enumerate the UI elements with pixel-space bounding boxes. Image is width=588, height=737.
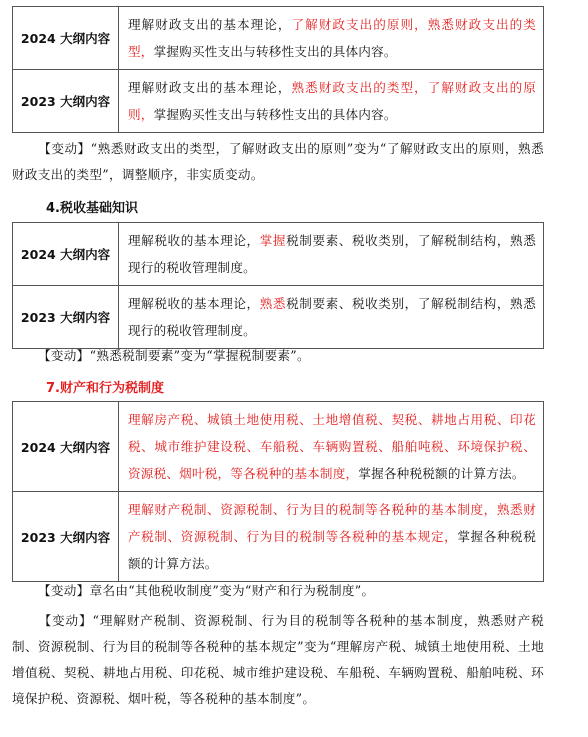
row-label: 2024 大纲内容 (13, 402, 119, 492)
section-heading: 7.财产和行为税制度 (46, 381, 164, 396)
change-note: 【变动】章名由“其他税收制度”变为“财产和行为税制度”。 (38, 583, 375, 598)
highlighted-text: 掌握 (259, 233, 287, 248)
table-row (13, 7, 544, 70)
table-row (13, 70, 544, 133)
table-row (13, 492, 544, 582)
content-text: 掌握购买性支出与转移性支出的具体内容。 (153, 44, 397, 59)
row-label: 2024 大纲内容 (13, 7, 119, 70)
row-content (119, 223, 544, 286)
content-text: 理解税收的基本理论， (128, 296, 260, 311)
change-note: 【变动】“熟悉财政支出的类型，了解财政支出的原则”变为“了解财政支出的原则，熟悉财政支出的类型”，调整顺序，非实质变动。 (12, 141, 544, 182)
content-text: 理解税收的基本理论， (128, 233, 260, 248)
content-text: 税制要素、税收类别，了解税制结构，熟悉现行的税收管理制度。 (128, 296, 536, 338)
content-text: 掌握各种税税额的计算方法。 (128, 529, 537, 571)
comparison-table-tax-basics (12, 222, 544, 349)
row-content (119, 286, 544, 349)
table-row (13, 402, 544, 492)
table-row (13, 286, 544, 349)
highlighted-text: 熟悉财政支出的类型，了解财政支出的原则， (128, 80, 536, 122)
comparison-table-fiscal-expenditure (12, 6, 544, 133)
highlighted-text: 理解房产税、城镇土地使用税、土地增值税、契税、耕地占用税、印花税、城市维护建设税、车船税、车辆购置税、船舶吨税、环境保护税、资源税、烟叶税，等各税种的基本制度， (128, 412, 536, 481)
row-content (119, 492, 544, 582)
content-text: 理解财政支出的基本理论， (128, 80, 292, 95)
row-label: 2024 大纲内容 (13, 223, 119, 286)
row-content (119, 7, 544, 70)
content-text: 理解财政支出的基本理论， (128, 17, 292, 32)
content-text: 税制要素、税收类别，了解税制结构，熟悉现行的税收管理制度。 (128, 233, 536, 275)
highlighted-text: 理解财产税制、资源税制、行为目的税制等各税种的基本制度，熟悉财产税制、资源税制、行为目的税制等各税种的基本规定， (128, 502, 536, 544)
content-text: 掌握各种税税额的计算方法。 (358, 466, 525, 481)
comparison-table-property-behavior-tax (12, 401, 544, 582)
section-heading: 4.税收基础知识 (46, 201, 138, 216)
row-label: 2023 大纲内容 (13, 286, 119, 349)
content-text: 掌握购买性支出与转移性支出的具体内容。 (153, 107, 397, 122)
table-row (13, 223, 544, 286)
highlighted-text: 熟悉 (259, 296, 287, 311)
row-content (119, 70, 544, 133)
change-note: 【变动】“理解财产税制、资源税制、行为目的税制等各税种的基本制度，熟悉财产税制、资源税制、行为目的税制等各税种的基本规定”变为“理解房产税、城镇土地使用税、土地增值税、契税、耕地占用税、印花税、城市维护建设税、车船税、车辆购置税、船舶吨税、环境保护税、资源税、烟叶税，等各税种的基本制度”。 (12, 613, 544, 706)
row-label: 2023 大纲内容 (13, 70, 119, 133)
highlighted-text: 了解财政支出的原则，熟悉财政支出的类型， (128, 17, 536, 59)
row-content (119, 402, 544, 492)
change-note: 【变动】“熟悉税制要素”变为“掌握税制要素”。 (38, 348, 310, 363)
row-label: 2023 大纲内容 (13, 492, 119, 582)
